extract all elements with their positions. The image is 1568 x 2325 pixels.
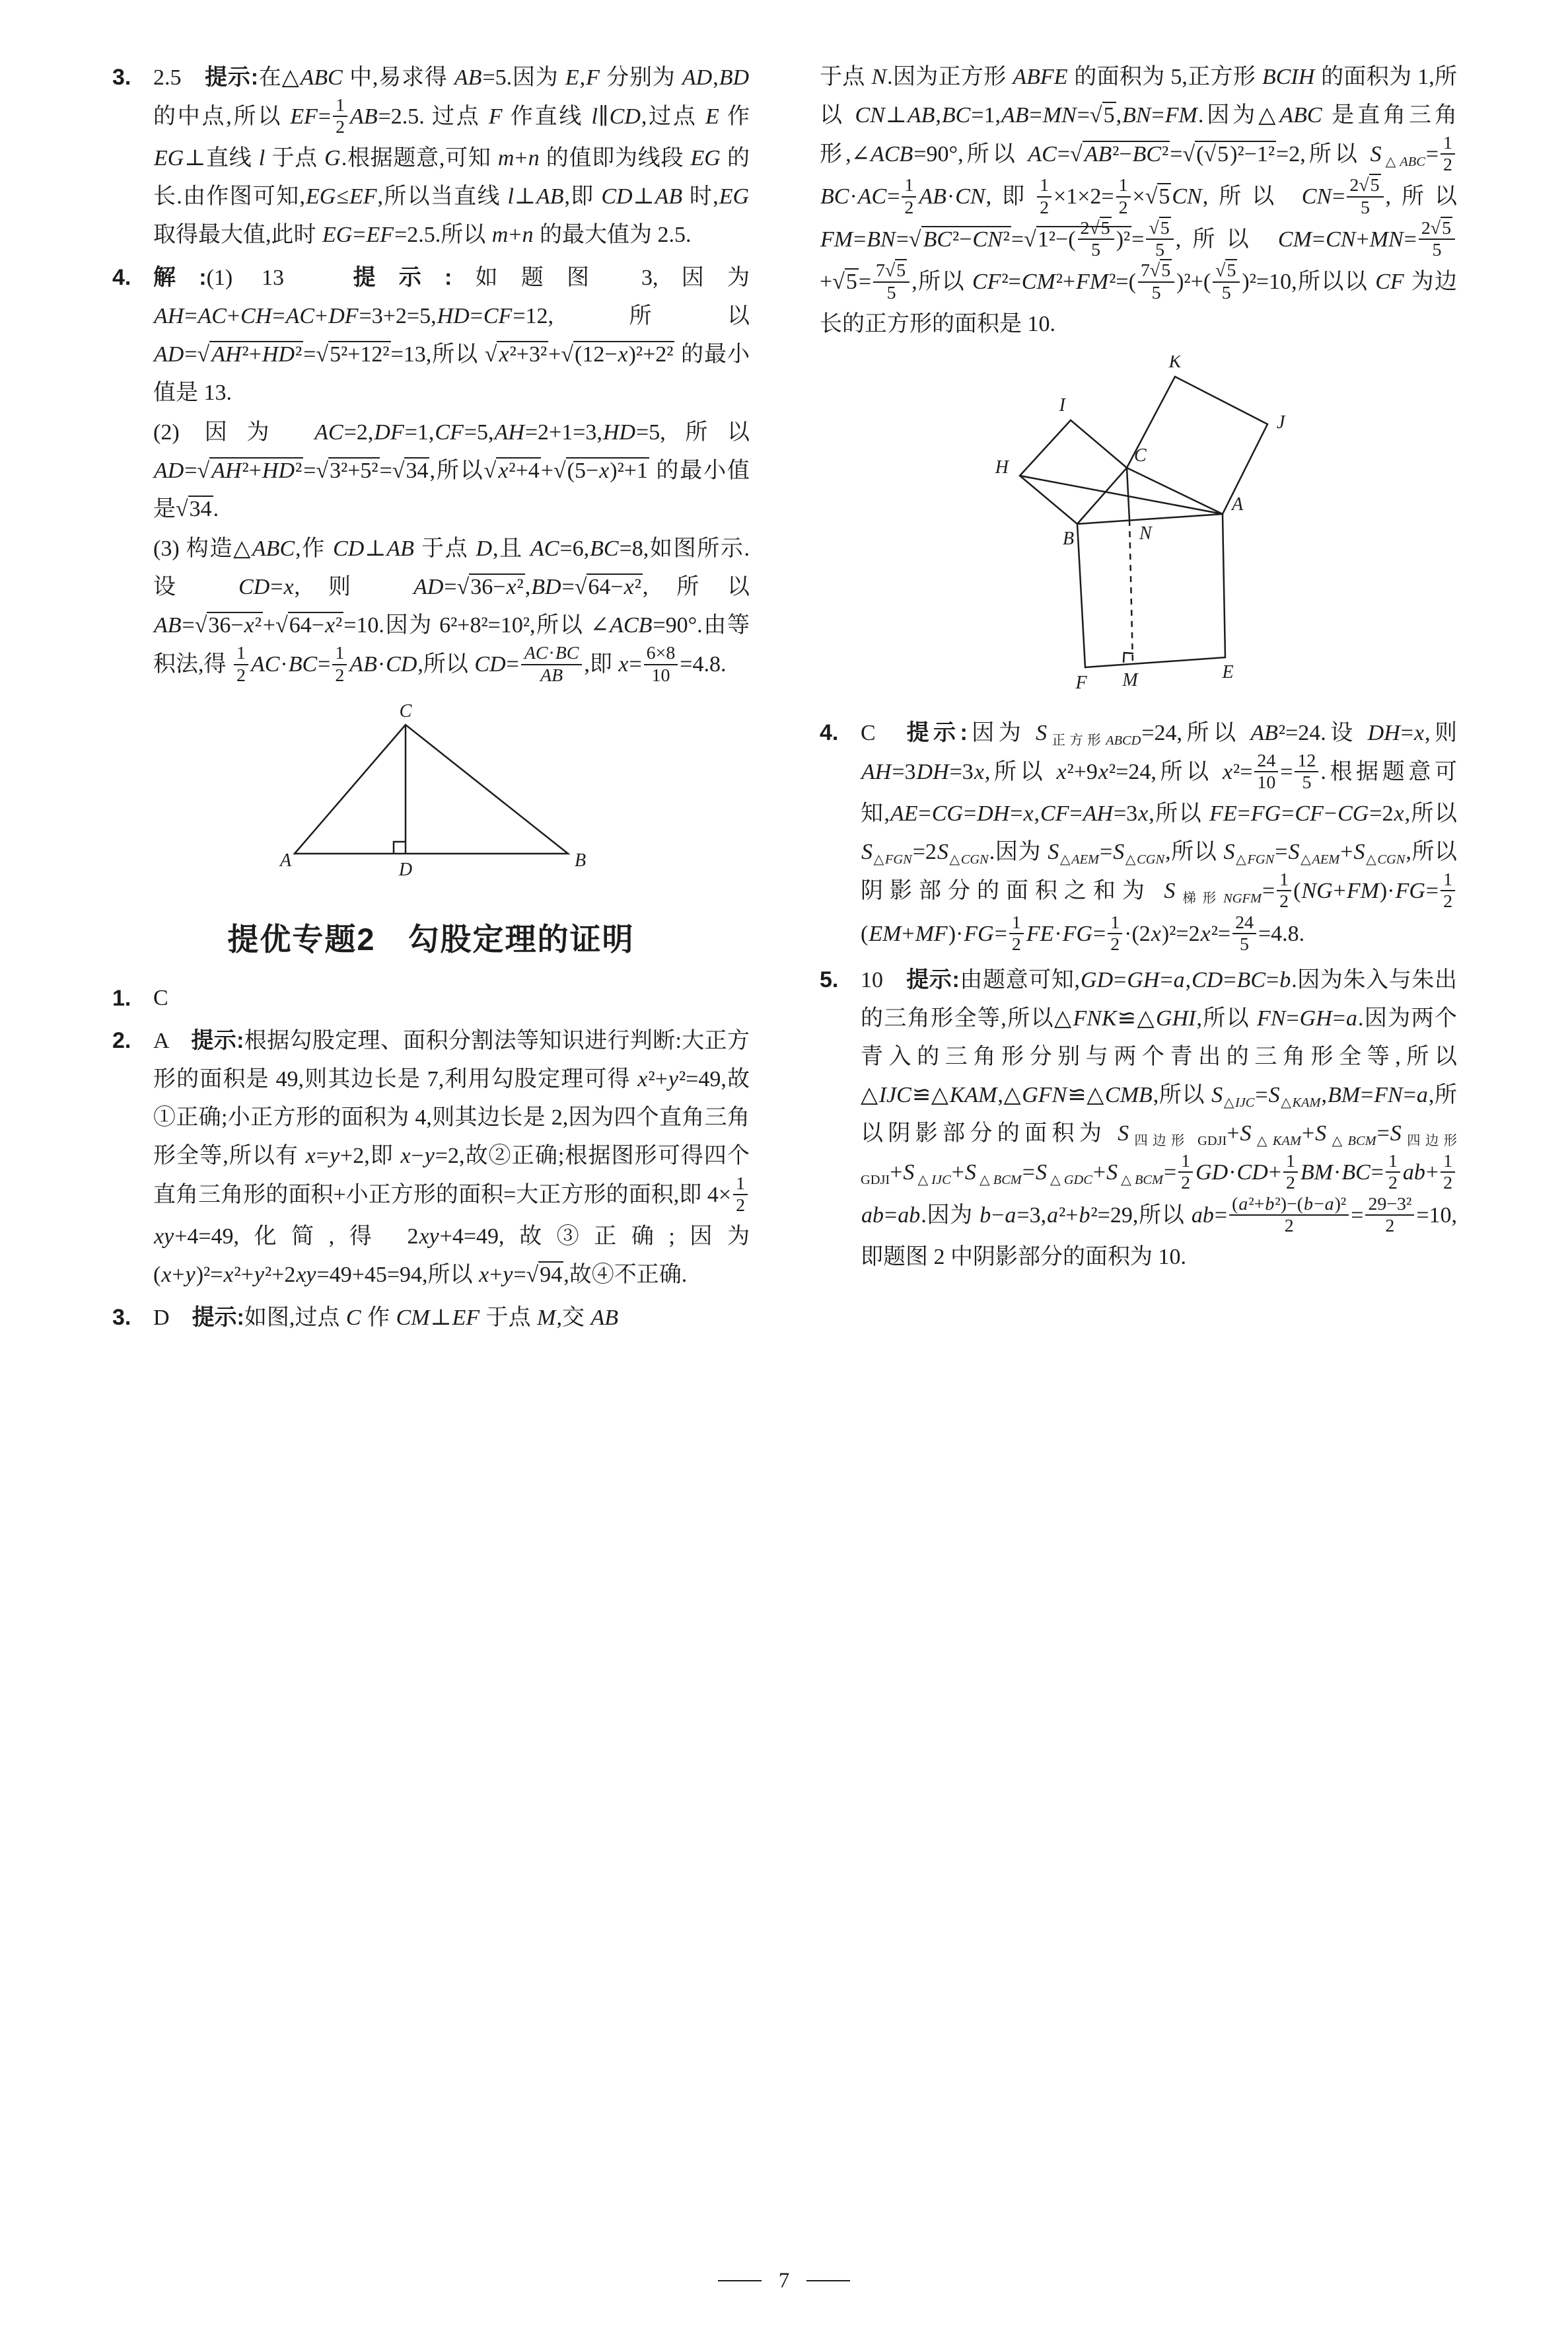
vertex-label-a: A	[1232, 494, 1244, 515]
problem-4-section2	[820, 714, 1457, 957]
page-footer	[0, 2262, 1568, 2300]
problem-number: 3.	[112, 65, 131, 90]
vertex-label-f: F	[1075, 672, 1087, 689]
triangle-figure-svg	[269, 700, 593, 885]
problem-body: 10 提示:由题意可知,GD=GH=a,CD=BC=b.因为朱入与朱出的三角形全等,所以△FNK≌△GHI,所以 FN=GH=a.因为两个青入的三角形分别与两个青出的三角形全等,所以△IJC≌△KAM,△GFN≌△CMB,所以 $S_{\triangle IJC}=S_{\triangle KAM},BM=FN=a$,所以阴影部分的面积为 $S_{四边形 GDJI}+S_{\triangle KAM}+S_{\triangle BCM}=S_{四边形 GDJI}+S_{\triangle IJC}+S_{\triangle BCM}=S_{\triangle GDC}+S_{\triangle BCM}=$ $\frac{1}{2}$ GD·CD+ $\frac{1}{2}$ BM·BC= $\frac{1}{2}$ ab+ $\frac{1}{2}$ ab=ab.因为 b−a=3,a²+b²=29,所以 ab= $\frac{\text{(a²+b²)−(b−a)²}}{2}$ = $\frac{\text{29−3²}}{2}$ =10,即题图 2 中阴影部分的面积为 10.	[861, 967, 1458, 1269]
vertex-label-d: D	[398, 859, 412, 880]
vertex-label-b: B	[1063, 528, 1075, 549]
vertex-label-a: A	[279, 850, 291, 871]
footer-rule-right	[806, 2280, 850, 2281]
vertex-label-h: H	[995, 457, 1009, 478]
left-column	[112, 58, 750, 1341]
problem-body	[153, 258, 750, 687]
right-angle-mark	[394, 842, 406, 854]
problem-3	[112, 58, 750, 254]
segment-cn	[1127, 468, 1129, 520]
section-title: 提优专题2 勾股定理的证明	[227, 921, 635, 957]
vertex-label-k: K	[1168, 355, 1182, 372]
vertex-label-b: B	[574, 850, 586, 871]
problem-body: C 提示:因为 $S_{正方形ABCD}=24$,所以 AB²=24.设 DH=x,则 AH=3DH=3x,所以 x²+9x²=24,所以 x²= $\frac{24}{10}$ = $\frac{12}{5}$ .根据题意可知,AE=CG=DH=x,CF=AH=3x,所以 FE=FG=CF−CG=2x,所以 $S_{\triangle FGN}=2S_{\triangle CGN}$.因为 $S_{\triangle AEM}=S_{\triangle CGN}$,所以 $S_{\triangle FGN}=S_{\triangle AEM}+S_{\triangle CGN}$,所以阴影部分的面积之和为 $S_{梯形NGFM}=$ $\frac{1}{2}$ (NG+FM)·FG= $\frac{1}{2}$ (EM+MF)·FG= $\frac{1}{2}$ FE·FG= $\frac{1}{2}$ ·(2x)²=2x²= $\frac{24}{5}$ =4.8.	[861, 720, 1458, 955]
problem-body: A 提示:根据勾股定理、面积分割法等知识进行判断:大正方形的面积是 49,则其边长是 7,利用勾股定理可得 x²+y²=49,故①正确;小正方形的面积为 4,则其边长是 2,因为四个直角三角形全等,所以有 x=y+2,即 x−y=2,故②正确;根据图形可得四个直角三角形的面积+小正方形的面积=大正方形的面积,即 4× $\frac{1}{2}$ xy+4=49,化简,得 2xy+4=49,故③正确;因为 (x+y)²=x²+y²+2xy=49+45=94,所以 x+y=√94,故④不正确.	[153, 1027, 750, 1288]
pythagorean-squares-figure	[820, 355, 1457, 702]
dashed-nm	[1129, 520, 1133, 663]
solution-part-3: (3) 构造△ABC,作 CD⊥AB 于点 D,且 AC=6,BC=8,如图所示.设 CD=x,则 AD=√36−x²,BD=√64−x²,所以 AB=√36−x²+√64−x²=10.因为 6²+8²=10²,所以 ∠ACB=90°.由等积法,得 $\frac{1}{2}$ AC·BC= $\frac{1}{2}$ AB·CD,所以 CD= $\frac{AC\cdot BC}{AB}$ ,即 x= $\frac{6\times 8}{10}$ =4.8.	[153, 536, 750, 686]
vertex-label-e: E	[1222, 661, 1234, 683]
line-ha	[1020, 476, 1223, 514]
vertex-label-i: I	[1059, 394, 1065, 416]
problem-number: 2.	[112, 1027, 131, 1053]
problem-5-section2	[820, 961, 1457, 1276]
pythagorean-squares-svg	[958, 355, 1318, 689]
problem-body: D 提示:如图,过点 C 作 CM⊥EF 于点 M,交 AB	[153, 1305, 618, 1331]
problem-3-section2	[112, 1298, 750, 1337]
vertex-label-n: N	[1139, 523, 1152, 544]
problem-number: 4.	[820, 720, 839, 745]
vertex-label-m: M	[1122, 669, 1138, 689]
right-column	[820, 58, 1457, 1341]
page-number: 7	[778, 2269, 790, 2293]
vertex-label-j: J	[1277, 412, 1285, 433]
problem-number: 1.	[112, 985, 131, 1011]
square-bcih	[1020, 420, 1127, 524]
square-ackj	[1127, 377, 1267, 514]
vertex-label-c: C	[399, 700, 411, 721]
problem-number: 4.	[112, 265, 131, 291]
problem-number: 3.	[112, 1305, 131, 1331]
two-column-layout	[112, 58, 1457, 1341]
problem-3-continuation: 于点 N.因为正方形 ABFE 的面积为 5,正方形 BCIH 的面积为 1,所以 CN⊥AB,BC=1,AB=MN=√5,BN=FM.因为△ABC 是直角三角形,∠ACB=90°,所以 AC=√AB²−BC²=√(√5)²−1²=2,所以 $S_{\triangle ABC}=$ $\frac{1}{2}$ BC·AC= $\frac{1}{2}$ AB·CN,即 $\frac{1}{2}$ ×1×2= $\frac{1}{2}$ ×√5CN,所以 CN= $\frac{2√5}{5}$ ,所以 FM=BN=√BC²−CN²=√1²−( $\frac{2√5}{5}$ )²= $\frac{√5}{5}$ ,所以 CM=CN+MN= $\frac{2√5}{5}$ +√5= $\frac{7√5}{5}$ ,所以 CF²=CM²+FM²=( $\frac{7√5}{5}$ )²+( $\frac{√5}{5}$ )²=10,所以以 CF 为边长的正方形的面积是 10.	[820, 65, 1458, 336]
triangle-figure	[112, 700, 750, 897]
problem-number: 5.	[820, 967, 839, 993]
vertex-label-c: C	[1134, 445, 1147, 466]
solution-part-1: 解:(1) 13 提示:如题图 3,因为 AH=AC+CH=AC+DF=3+2=5,HD=CF=12,所以 AD=√AH²+HD²=√5²+12²=13,所以 √x²+3²+√(12−x)²+2² 的最小值是 13.	[153, 265, 750, 406]
solution-part-2: (2) 因为 AC=2,DF=1,CF=5,AH=2+1=3,HD=5,所以 AD=√AH²+HD²=√3²+5²=√34,所以√x²+4+√(5−x)²+1 的最小值是√34.	[153, 420, 750, 522]
problem-body: C	[153, 985, 168, 1010]
problem-1	[112, 979, 750, 1017]
triangle-abc	[295, 725, 568, 854]
problem-body: 2.5 提示:在△ABC 中,易求得 AB=5.因为 E,F 分别为 AD,BD 的中点,所以 EF= $\frac{1}{2}$ AB=2.5. 过点 F 作直线 l∥CD,过点 E 作 EG⊥直线 l 于点 G.根据题意,可知 m+n 的值即为线段 EG 的长.由作图可知,EG≤EF,所以当直线 l⊥AB,即 CD⊥AB 时,EG 取得最大值,此时 EG=EF=2.5.所以 m+n 的最大值为 2.5.	[153, 65, 750, 248]
problem-4	[112, 258, 750, 687]
footer-rule-left	[718, 2280, 762, 2281]
problem-2	[112, 1021, 750, 1294]
